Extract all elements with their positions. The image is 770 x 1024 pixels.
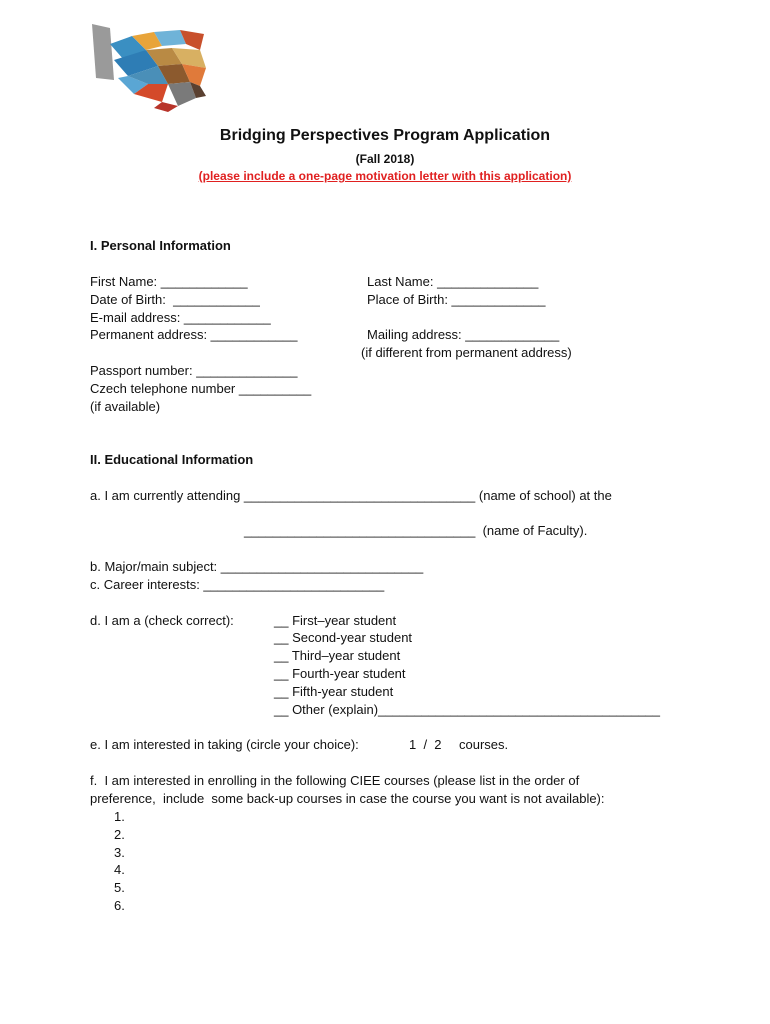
czech-phone-field[interactable]: Czech telephone number __________ bbox=[90, 381, 312, 396]
course-list-item[interactable]: 6. bbox=[114, 898, 125, 913]
place-of-birth-field[interactable]: Place of Birth: _____________ bbox=[367, 292, 546, 307]
passport-number-field[interactable]: Passport number: ______________ bbox=[90, 363, 298, 378]
year-option[interactable]: __ Second-year student bbox=[274, 630, 413, 645]
faculty-field[interactable]: ________________________________ (name of Faculty). bbox=[244, 523, 588, 538]
major-field[interactable]: b. Major/main subject: ____________________________ bbox=[90, 559, 424, 574]
year-option[interactable]: __ Third–year student bbox=[274, 648, 401, 663]
permanent-address-field[interactable]: Permanent address: ____________ bbox=[90, 327, 298, 342]
term-label: (Fall 2018) bbox=[355, 152, 415, 166]
career-interests-field[interactable]: c. Career interests: _________________________ bbox=[90, 577, 385, 592]
section-personal-heading: I. Personal Information bbox=[90, 238, 231, 253]
year-option[interactable]: __ Fourth-year student bbox=[274, 666, 406, 681]
page-title: Bridging Perspectives Program Application bbox=[219, 127, 551, 144]
first-name-field[interactable]: First Name: ____________ bbox=[90, 274, 248, 289]
course-list-item[interactable]: 2. bbox=[114, 827, 125, 842]
last-name-field[interactable]: Last Name: ______________ bbox=[367, 274, 539, 289]
date-of-birth-field[interactable]: Date of Birth: ____________ bbox=[90, 292, 260, 307]
motivation-letter-note: (please include a one-page motivation letter with this application) bbox=[198, 169, 572, 183]
course-list-item[interactable]: 5. bbox=[114, 880, 125, 895]
school-field[interactable]: a. I am currently attending ________________________________ (name of school) at the bbox=[90, 488, 612, 503]
handshake-logo bbox=[88, 22, 220, 114]
courses-question-line2: preference, include some back-up courses in case the course you want is not available): bbox=[90, 791, 605, 806]
course-count-question: e. I am interested in taking (circle your choice): bbox=[90, 737, 359, 752]
year-option-other[interactable]: __ Other (explain)_______________________________________ bbox=[274, 702, 661, 717]
year-option[interactable]: __ Fifth-year student bbox=[274, 684, 394, 699]
phone-availability-note: (if available) bbox=[90, 399, 161, 414]
course-list-item[interactable]: 4. bbox=[114, 862, 125, 877]
year-option[interactable]: __ First–year student bbox=[274, 613, 397, 628]
mailing-address-note: (if different from permanent address) bbox=[361, 345, 572, 360]
course-list-item[interactable]: 1. bbox=[114, 809, 125, 824]
course-count-suffix: courses. bbox=[459, 737, 509, 752]
courses-question-line1: f. I am interested in enrolling in the following CIEE courses (please list in the order of bbox=[90, 773, 580, 788]
year-question-label: d. I am a (check correct): bbox=[90, 613, 234, 628]
email-field[interactable]: E-mail address: ____________ bbox=[90, 310, 271, 325]
section-education-heading: II. Educational Information bbox=[90, 452, 254, 467]
course-count-choice[interactable]: 1 / 2 bbox=[409, 737, 442, 752]
mailing-address-field[interactable]: Mailing address: _____________ bbox=[367, 327, 560, 342]
course-list-item[interactable]: 3. bbox=[114, 845, 125, 860]
